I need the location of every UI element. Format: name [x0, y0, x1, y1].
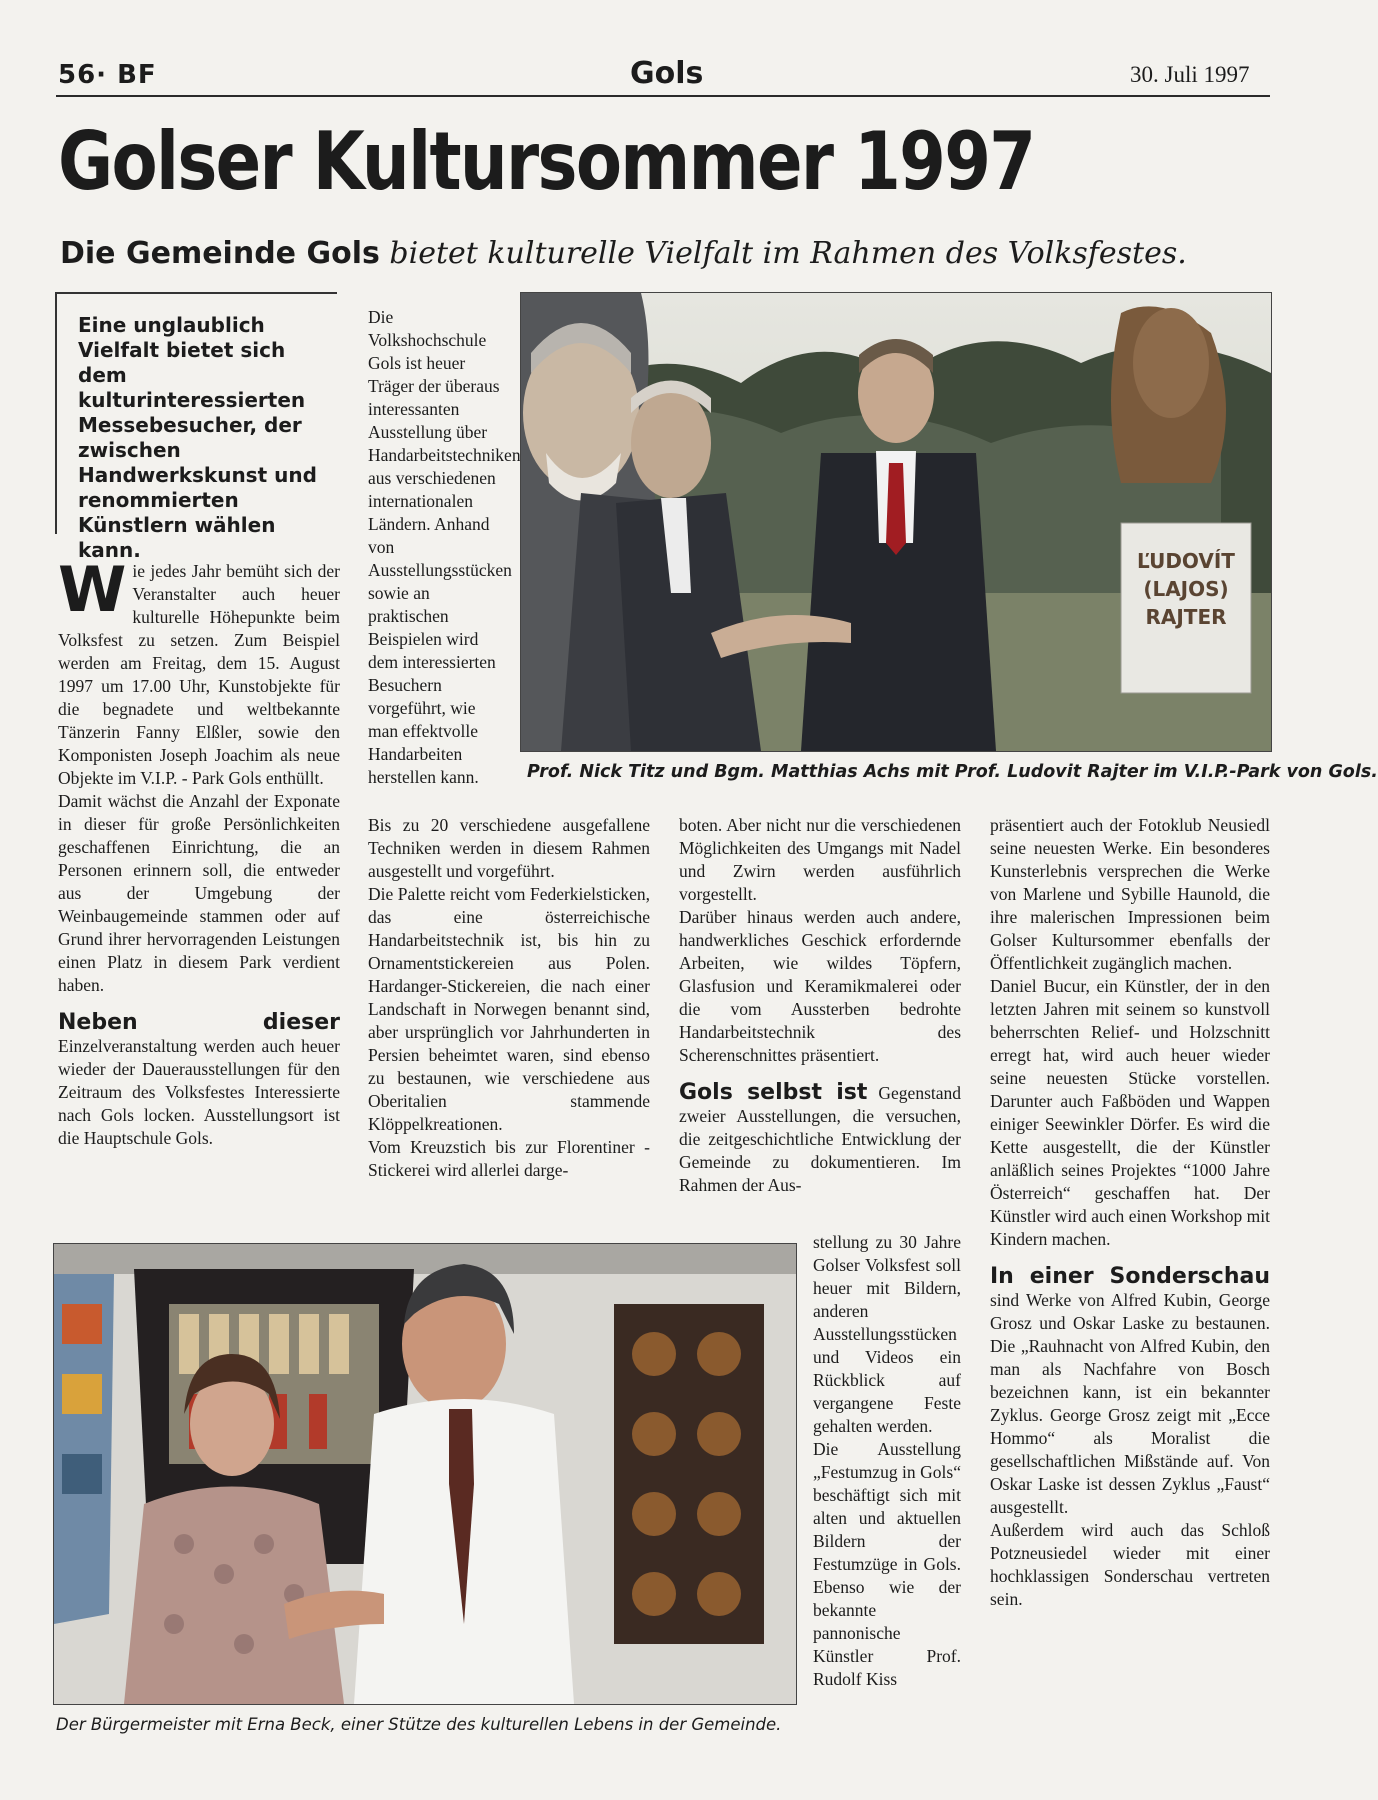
article-column-1 — [58, 553, 340, 1150]
article-column-3-lower — [813, 1231, 961, 1691]
drop-cap: W — [58, 553, 127, 626]
article-column-3 — [679, 814, 961, 1197]
col1-paragraph-1: ie jedes Jahr bemüht sich der Veranstalter auch heuer kulturelle Höhepunkte beim Volksfest zu setzen. Zum Beispiel werden am Freitag, dem 15. August 1997 um 17.00 Uhr, Kunstobjekte für die begnadete und weltbekannte Tänzerin Fanny Elßler, sowie den Komponisten Joseph Joachim als neue Objekte im V.I.P. - Park Gols enthüllt. — [58, 561, 340, 788]
runin-heading-sonderschau: In einer Sonderschau — [990, 1264, 1270, 1289]
col3-paragraph-3: Gegenstand zweier Ausstellungen, die versuchen, die zeitgeschichtliche Entwicklung der Gemeinde zu dokumentieren. Im Rahmen der Aus- — [679, 1083, 962, 1195]
col2-paragraph-1: Bis zu 20 verschiedene ausgefallene Techniken werden in diesem Rahmen ausgestellt und vorgeführt. — [368, 815, 650, 881]
subheadline-bold: Die Gemeinde Gols — [60, 236, 380, 271]
article-column-4 — [990, 814, 1270, 1611]
issue-date: 30. Juli 1997 — [1130, 62, 1250, 87]
plaque-line-2: (LAJOS) — [1143, 577, 1229, 601]
col2-paragraph-3: Vom Kreuzstich bis zur Florentiner -Stickerei wird allerlei darge- — [368, 1137, 650, 1180]
section-title: Gols — [630, 56, 704, 91]
plaque-line-3: RAJTER — [1145, 605, 1227, 629]
runin-heading-gols: Gols selbst ist — [679, 1080, 868, 1105]
runin-heading-neben: Neben dieser — [58, 1010, 340, 1035]
col3-paragraph-1: boten. Aber nicht nur die verschiedenen Möglichkeiten des Umgangs mit Nadel und Zwirn werden ausführlich vorgestellt. — [679, 815, 961, 904]
photo-vip-park-illustration — [521, 293, 1271, 751]
header-rule — [56, 95, 1270, 97]
col2-paragraph-2: Die Palette reicht vom Federkielsticken, das eine österreichische Handarbeitstechnik ist, bis hin zu Ornamentstickereien aus Polen. Hardanger-Stickereien, die nach einer Landschaft in Norwegen benannt sind, aber ursprünglich vor Jahrhunderten in Persien beheimtet waren, sind ebenso zu bestaunen, wie verschiedene aus Oberitalien stammende Klöppelkreationen. — [368, 884, 650, 1134]
col3b-paragraph-2: Die Ausstellung „Festumzug in Gols“ beschäftigt sich mit alten und aktuellen Bildern der Festumzüge in Gols. Ebenso wie der bekannte pannonische Künstler Prof. Rudolf Kiss — [813, 1439, 961, 1689]
photo-exhibition-illustration — [54, 1244, 796, 1704]
photo-exhibition — [53, 1243, 797, 1705]
col4-paragraph-3: sind Werke von Alfred Kubin, George Grosz und Oskar Laske zu bestaunen. Die „Rauhnacht von Alfred Kubin, den man als Nachfahre von Bosch bezeichnen kann, ist ein bekannter Zyklus. George Grosz zeigt mit „Ecce Hommo“ als Moralist die gesellschaftlichen Mißstände auf. Von Oskar Laske ist dessen Zyklus „Faust“ ausgestellt. — [990, 1290, 1270, 1517]
article-column-2-top: Die Volkshochschule Gols ist heuer Träger der überaus interessanten Ausstellung über Handarbeitstechniken aus verschiedenen internationalen Ländern. Anhand von Ausstellungsstücken sowie an praktischen Beispielen wird dem interessierten Besuchern vorgeführt, wie man effektvolle Handarbeiten herstellen kann. — [368, 307, 521, 787]
page-number: 56· BF — [58, 60, 157, 90]
article-column-2 — [368, 814, 650, 1182]
photo-caption-1: Prof. Nick Titz und Bgm. Matthias Achs mit Prof. Ludovit Rajter im V.I.P.-Park von Gols. — [527, 762, 1378, 782]
subheadline — [60, 236, 1187, 271]
col4-paragraph-2: Daniel Bucur, ein Künstler, der in den letzten Jahren mit seinem so kunstvoll beherrschten Relief- und Holzschnitt erregt hat, wird auch heuer wieder seine neuesten Stücke vorstellen. Darunter auch Faßböden und Wappen einiger Seewinkler Dörfer. Es wird die Kette ausgestellt, die der Künstler anläßlich seines Projektes “1000 Jahre Österreich“ geschaffen hat. Der Künstler wird auch einen Workshop mit Kindern machen. — [990, 976, 1270, 1249]
subheadline-italic: bietet kulturelle Vielfalt im Rahmen des Volksfestes. — [389, 236, 1187, 271]
headline: Golser Kultursommer 1997 — [58, 115, 1035, 208]
col1-paragraph-3: Einzelveranstaltung werden auch heuer wieder der Dauerausstellungen für den Zeitraum des Volksfestes Interessierte nach Gols locken. Ausstellungsort ist die Hauptschule Gols. — [58, 1036, 340, 1148]
photo-vip-park — [520, 292, 1272, 752]
col1-paragraph-2: Damit wächst die Anzahl der Exponate in dieser für große Persönlichkeiten geschaffenen Einrichtung, die an Personen erinnern soll, die entweder aus der Umgebung der Weinbaugemeinde stammen oder auf Grund ihrer hervorragenden Leistungen einen Platz in diesem Park verdient haben. — [58, 791, 340, 995]
col4-paragraph-4: Außerdem wird auch das Schloß Potzneusiedel wieder mit einer hochklassigen Sonderschau vertreten sein. — [990, 1520, 1270, 1609]
intro-text: Eine unglaublich Vielfalt bietet sich dem kulturinteressierten Messebesucher, der zwischen Handwerkskunst und renommierten Künstlern wählen kann. — [78, 313, 317, 562]
col4-paragraph-1: präsentiert auch der Fotoklub Neusiedl seine neuesten Werke. Ein besonderes Kunsterlebnis versprechen die Werke von Marlene und Sybille Haunold, die ihre malerischen Impressionen beim Golser Kultursommer ebenfalls der Öffentlichkeit zugänglich machen. — [990, 815, 1270, 973]
col3b-paragraph-1: stellung zu 30 Jahre Golser Volksfest soll heuer mit Bildern, anderen Ausstellungsstücken und Videos ein Rückblick auf vergangene Feste gehalten werden. — [813, 1232, 961, 1436]
plaque-line-1: ĽUDOVÍT — [1137, 549, 1235, 573]
photo-caption-2: Der Bürgermeister mit Erna Beck, einer Stütze des kulturellen Lebens in der Gemeinde. — [56, 1715, 782, 1734]
col3-paragraph-2: Darüber hinaus werden auch andere, handwerkliches Geschick erfordernde Arbeiten, wie wildes Töpfern, Glasfusion und Keramikmalerei oder die vom Aussterben bedrohte Handarbeitstechnik des Scherenschnittes präsentiert. — [679, 907, 961, 1065]
